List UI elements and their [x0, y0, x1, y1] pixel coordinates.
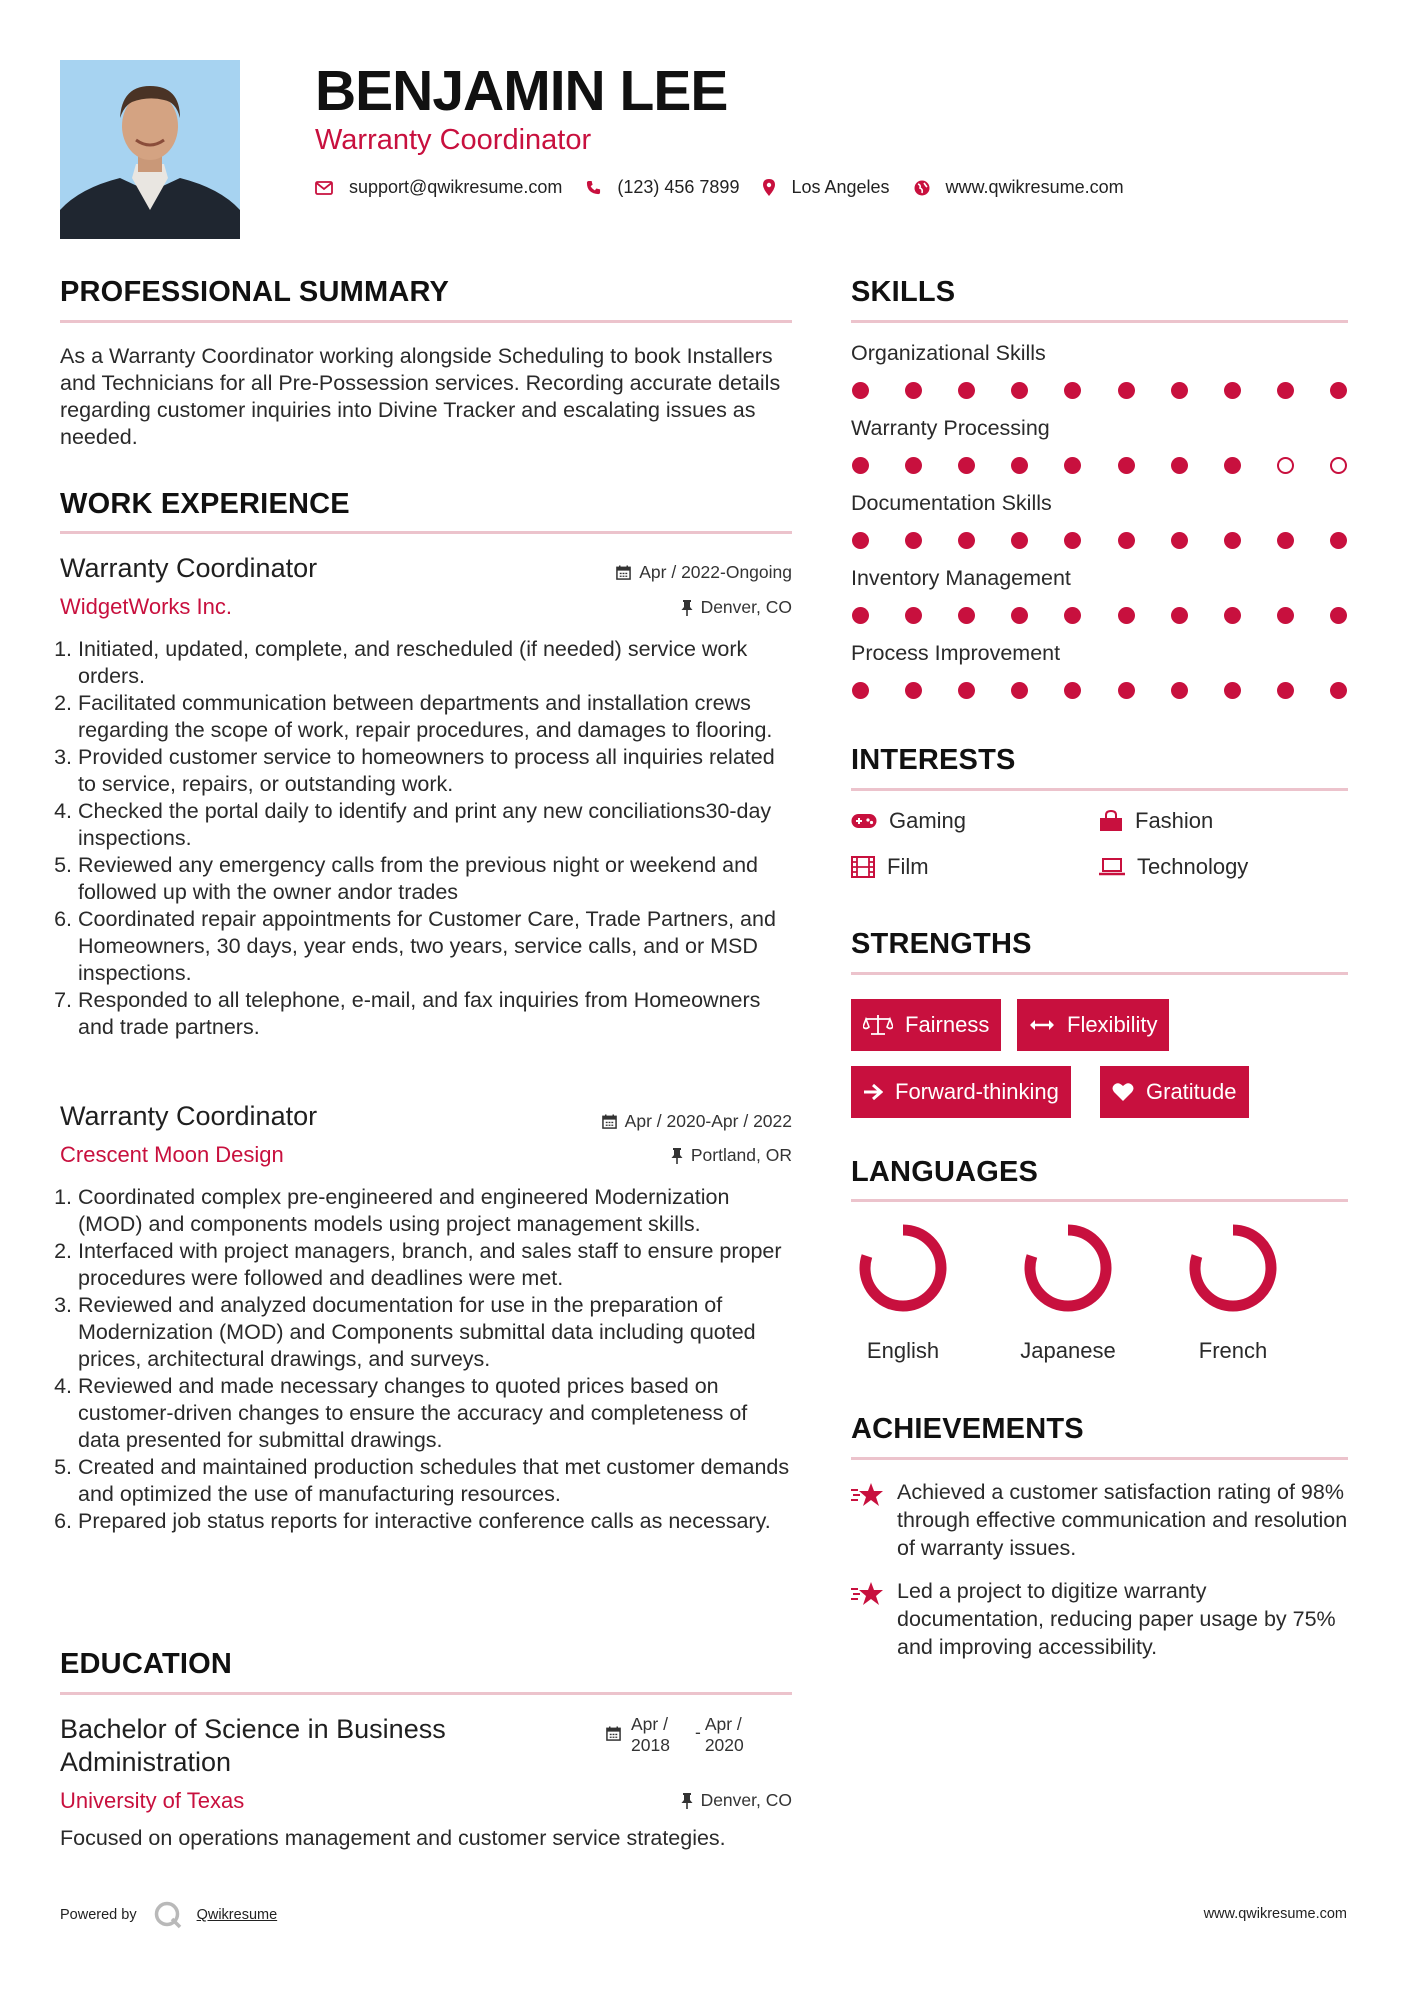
skill-dot-filled	[1064, 382, 1081, 399]
education-degree: Bachelor of Science in Business Administration	[60, 1714, 446, 1777]
achievements-heading: ACHIEVEMENTS	[851, 1413, 1084, 1445]
calendar-icon	[616, 565, 631, 580]
phone-text: (123) 456 7899	[617, 177, 740, 197]
job-1-dates	[500, 562, 792, 583]
language-proficiency-arc	[1195, 1230, 1271, 1306]
experience-divider	[60, 531, 792, 534]
skill-dot-filled	[1118, 382, 1135, 399]
job-2-bullet: 1. Coordinated complex pre-engineered and engineered Modernization (MOD) and components models using project management skills.	[78, 1184, 794, 1238]
language-proficiency-arc	[1030, 1230, 1106, 1306]
job-1-bullet: 3. Provided customer service to homeowners to process all inquiries related to service, repairs, or outstanding work.	[78, 744, 794, 798]
skill-dot-filled	[1171, 607, 1188, 624]
language-proficiency-arc	[865, 1230, 941, 1306]
interest-film	[851, 854, 929, 880]
skill-rating	[852, 607, 1347, 624]
strength-fairness	[851, 999, 1001, 1051]
job-2-title: Warranty Coordinator	[60, 1101, 318, 1131]
job-2-bullet: 6. Prepared job status reports for interactive conference calls as necessary.	[78, 1508, 794, 1535]
star-badge-icon	[851, 1581, 885, 1607]
interests-divider	[851, 788, 1348, 791]
interest-gaming	[851, 808, 966, 834]
education-divider	[60, 1692, 792, 1695]
skill-dot-filled	[1330, 682, 1347, 699]
skill-dot-filled	[1118, 607, 1135, 624]
job-1-title: Warranty Coordinator	[60, 553, 318, 583]
skill-dot-filled	[1171, 532, 1188, 549]
skill-dot-filled	[1277, 382, 1294, 399]
profile-photo	[60, 60, 240, 239]
experience-heading: WORK EXPERIENCE	[60, 488, 350, 520]
phone-icon	[586, 180, 601, 195]
skill-dot-filled	[852, 382, 869, 399]
skill-dot-filled	[1118, 532, 1135, 549]
interest-label: Fashion	[1135, 808, 1214, 833]
scale-icon	[863, 1014, 893, 1036]
skill-dot-filled	[1011, 607, 1028, 624]
interest-fashion	[1099, 808, 1213, 834]
skill-dot-filled	[1064, 607, 1081, 624]
contact-website[interactable]	[914, 177, 1124, 198]
strengths-heading: STRENGTHS	[851, 928, 1032, 960]
skill-label: Warranty Processing	[851, 416, 1050, 440]
skill-label: Inventory Management	[851, 566, 1071, 590]
job-1-bullet: 2. Facilitated communication between departments and installation crews regarding the scope of work, repair procedures, and damages to flooring.	[78, 690, 794, 744]
skill-dot-filled	[958, 457, 975, 474]
skill-label: Organizational Skills	[851, 341, 1046, 365]
calendar-icon	[602, 1114, 617, 1129]
contact-email[interactable]	[315, 177, 562, 198]
education-dates	[606, 1714, 759, 1756]
skill-dot-filled	[958, 682, 975, 699]
skill-dot-filled	[1064, 682, 1081, 699]
strength-forward-thinking	[851, 1066, 1071, 1118]
education-description: Focused on operations management and customer service strategies.	[60, 1826, 726, 1850]
job-1-bullet: 6. Coordinated repair appointments for Customer Care, Trade Partners, and Homeowners, 30 days, year ends, two years, service calls, and or MSD inspections.	[78, 906, 794, 987]
calendar-icon	[606, 1726, 621, 1741]
job-1-location-text: Denver, CO	[700, 597, 792, 617]
language-label: English	[866, 1338, 940, 1363]
language-label: French	[1198, 1338, 1268, 1363]
education-heading: EDUCATION	[60, 1648, 233, 1680]
language-ring	[855, 1220, 951, 1316]
skill-dot-filled	[905, 382, 922, 399]
job-2-bullet: 2. Interfaced with project managers, branch, and sales staff to ensure proper procedures were followed and deadlines were met.	[78, 1238, 794, 1292]
skill-dot-filled	[1277, 607, 1294, 624]
skill-dot-filled	[1224, 382, 1241, 399]
interest-label: Film	[887, 854, 929, 879]
job-1-bullet: 4. Checked the portal daily to identify and print any new conciliations30-day inspections.	[78, 798, 794, 852]
skill-dot-filled	[852, 607, 869, 624]
job-2-company: Crescent Moon Design	[60, 1142, 284, 1167]
arrow-right-icon	[863, 1083, 883, 1101]
skill-dot-filled	[1064, 532, 1081, 549]
heart-icon	[1112, 1082, 1134, 1102]
interest-label: Gaming	[889, 808, 967, 833]
strength-label: Forward-thinking	[895, 1079, 1059, 1104]
job-1-bullet: 5. Reviewed any emergency calls from the previous night or weekend and followed up with the owner andor trades	[78, 852, 794, 906]
skill-dot-filled	[958, 532, 975, 549]
job-1-company: WidgetWorks Inc.	[60, 594, 232, 619]
skill-label: Documentation Skills	[851, 491, 1052, 515]
job-2-bullet: 4. Reviewed and made necessary changes to quoted prices based on customer-driven changes to ensure the accuracy and completeness of data presented for submittal drawings.	[78, 1373, 794, 1454]
skill-dot-filled	[1011, 457, 1028, 474]
candidate-name: BENJAMIN LEE	[315, 59, 728, 123]
achievement-item	[851, 1577, 1348, 1661]
languages-heading: LANGUAGES	[851, 1156, 1039, 1188]
job-2-bullet: 3. Reviewed and analyzed documentation for use in the preparation of Modernization (MOD) and Components submittal data including quoted prices, architectural drawings, and surveys.	[78, 1292, 794, 1373]
skill-dot-filled	[905, 682, 922, 699]
job-1-bullets	[60, 636, 794, 1041]
strengths-divider	[851, 972, 1348, 975]
summary-divider	[60, 320, 792, 323]
education-end: Apr / 2020	[704, 1714, 744, 1755]
film-icon	[851, 856, 875, 878]
strength-label: Gratitude	[1146, 1079, 1237, 1104]
globe-icon	[914, 180, 930, 196]
envelope-icon	[315, 181, 333, 195]
skill-dot-filled	[1224, 607, 1241, 624]
pushpin-icon	[671, 1148, 683, 1164]
gamepad-icon	[851, 813, 877, 829]
language-ring	[1020, 1220, 1116, 1316]
skill-dot-filled	[1330, 382, 1347, 399]
shopping-bag-icon	[1099, 810, 1123, 832]
skill-dot-empty	[1277, 457, 1294, 474]
job-2-location-text: Portland, OR	[690, 1145, 792, 1165]
job-2-location	[500, 1145, 792, 1166]
job-1-bullet: 7. Responded to all telephone, e-mail, and fax inquiries from Homeowners and trade partners.	[78, 987, 794, 1041]
skill-dot-filled	[905, 607, 922, 624]
powered-by-label: Powered by	[60, 1907, 137, 1923]
job-2-bullets	[60, 1184, 794, 1535]
job-2-bullet: 5. Created and maintained production schedules that met customer demands and optimized the use of manufacturing resources.	[78, 1454, 794, 1508]
strength-label: Flexibility	[1067, 1012, 1158, 1037]
language-label: Japanese	[1020, 1338, 1116, 1363]
achievement-text: Achieved a customer satisfaction rating of 98% through effective communication and resolution of warranty issues.	[897, 1480, 1348, 1560]
contact-location	[763, 177, 889, 198]
languages-divider	[851, 1199, 1348, 1202]
skill-dot-filled	[905, 457, 922, 474]
skill-rating	[852, 682, 1347, 699]
education-school: University of Texas	[60, 1788, 245, 1813]
skill-dot-filled	[958, 382, 975, 399]
footer-powered-by	[60, 1900, 277, 1930]
skill-dot-filled	[1277, 532, 1294, 549]
skill-dot-filled	[1224, 457, 1241, 474]
skill-dot-filled	[1064, 457, 1081, 474]
qwikresume-logo-icon	[153, 1900, 183, 1930]
education-date-separator: -	[695, 1722, 701, 1742]
skill-dot-filled	[852, 457, 869, 474]
arrows-horizontal-icon	[1029, 1018, 1055, 1032]
skill-dot-filled	[852, 532, 869, 549]
interests-heading: INTERESTS	[851, 744, 1016, 776]
skill-dot-filled	[1224, 532, 1241, 549]
laptop-icon	[1099, 858, 1125, 876]
strength-label: Fairness	[905, 1012, 990, 1037]
website-text: www.qwikresume.com	[945, 177, 1124, 197]
skill-rating	[852, 532, 1347, 549]
skill-dot-filled	[1011, 532, 1028, 549]
job-1-bullet: 1. Initiated, updated, complete, and rescheduled (if needed) service work orders.	[78, 636, 794, 690]
location-text: Los Angeles	[791, 177, 890, 197]
skill-dot-filled	[1330, 607, 1347, 624]
skill-dot-filled	[1171, 382, 1188, 399]
skill-dot-filled	[1171, 457, 1188, 474]
skill-dot-filled	[1277, 682, 1294, 699]
achievement-text: Led a project to digitize warranty documentation, reducing paper usage by 75% and improving accessibility.	[897, 1579, 1336, 1659]
skill-dot-filled	[958, 607, 975, 624]
job-2-dates	[480, 1111, 792, 1132]
skill-dot-empty	[1330, 457, 1347, 474]
footer-website[interactable]: www.qwikresume.com	[1203, 1906, 1347, 1922]
skill-dot-filled	[1118, 682, 1135, 699]
interest-technology	[1099, 854, 1248, 880]
skill-rating	[852, 382, 1347, 399]
job-1-location	[500, 597, 792, 618]
skill-dot-filled	[1011, 682, 1028, 699]
language-ring	[1185, 1220, 1281, 1316]
summary-heading: PROFESSIONAL SUMMARY	[60, 276, 450, 308]
skill-dot-filled	[905, 532, 922, 549]
contact-bar	[315, 177, 1148, 198]
skill-dot-filled	[1224, 682, 1241, 699]
skill-dot-filled	[1011, 382, 1028, 399]
qwikresume-link[interactable]: Qwikresume	[196, 1907, 278, 1923]
summary-text: As a Warranty Coordinator working alongside Scheduling to book Installers and Technicians for all Pre-Possession services. Recording accurate details regarding customer inquiries into Divine Tracker and escalating issues as needed.	[60, 344, 781, 449]
candidate-title: Warranty Coordinator	[315, 124, 592, 156]
education-start: Apr / 2018	[631, 1714, 670, 1755]
job-1-dates-text: Apr / 2022-Ongoing	[639, 562, 792, 582]
interest-label: Technology	[1137, 854, 1249, 879]
skill-dot-filled	[852, 682, 869, 699]
skills-divider	[851, 320, 1348, 323]
achievement-item	[851, 1478, 1348, 1562]
achievements-divider	[851, 1457, 1348, 1460]
contact-phone[interactable]	[586, 177, 739, 198]
education-location	[500, 1790, 792, 1811]
skill-label: Process Improvement	[851, 641, 1061, 665]
skill-dot-filled	[1171, 682, 1188, 699]
pushpin-icon	[681, 600, 693, 616]
skills-heading: SKILLS	[851, 276, 956, 308]
skill-rating	[852, 457, 1347, 474]
email-text: support@qwikresume.com	[349, 177, 563, 197]
strength-flexibility	[1017, 999, 1169, 1051]
star-badge-icon	[851, 1482, 885, 1508]
education-location-text: Denver, CO	[700, 1790, 792, 1810]
job-2-dates-text: Apr / 2020-Apr / 2022	[624, 1111, 792, 1131]
skill-dot-filled	[1118, 457, 1135, 474]
strength-gratitude	[1100, 1066, 1249, 1118]
skill-dot-filled	[1330, 532, 1347, 549]
pushpin-icon	[681, 1793, 693, 1809]
map-pin-icon	[763, 179, 775, 196]
